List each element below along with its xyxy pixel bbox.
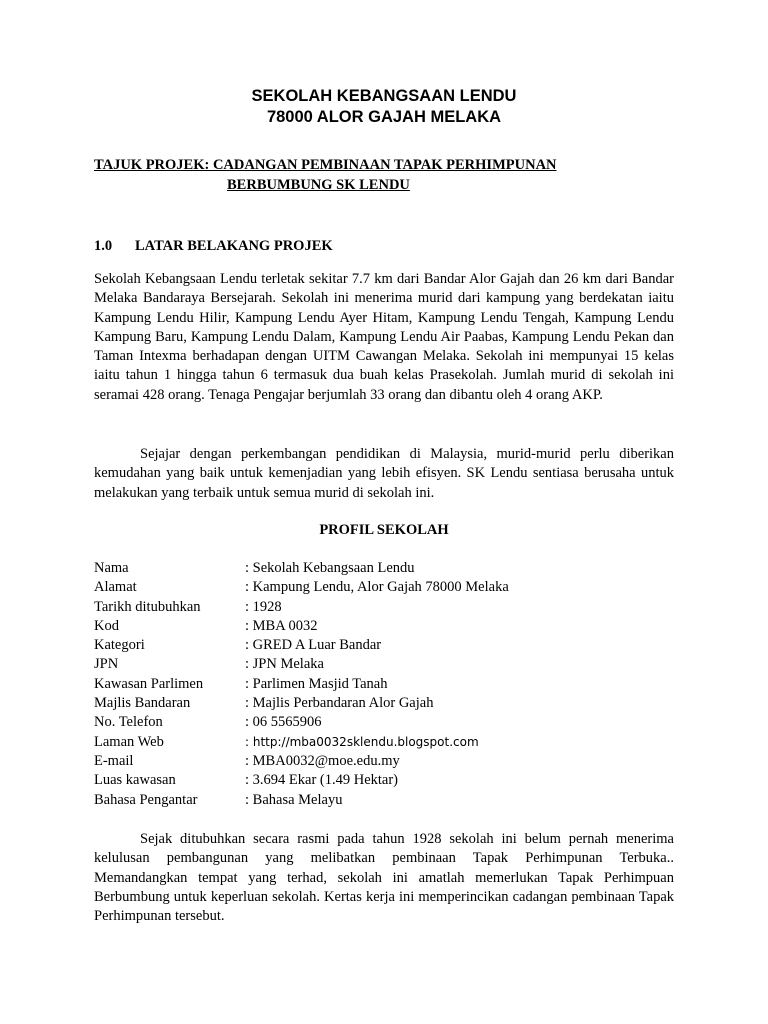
profile-label: Kod	[94, 617, 119, 634]
profile-label: Laman Web	[94, 733, 164, 750]
profile-label: Kawasan Parlimen	[94, 675, 204, 692]
profile-table	[94, 559, 694, 810]
profile-value: : Majlis Perbandaran Alor Gajah	[245, 695, 434, 712]
profile-row-luas	[94, 771, 694, 790]
profile-row-bahasa	[94, 791, 694, 810]
profile-row-telefon	[94, 713, 694, 732]
profile-row-jpn	[94, 655, 694, 674]
school-name-heading: SEKOLAH KEBANGSAAN LENDU	[251, 87, 517, 105]
profile-label: Majlis Bandaran	[94, 695, 191, 712]
development-paragraph: Sejajar dengan perkembangan pendidikan di Malaysia, murid-murid perlu diberikan kemudahan yang baik untuk kemenjadian yang lebih efisyen. SK Lendu sentiasa berusaha untuk melakukan yang terbaik untuk semua murid di sekolah ini.	[94, 446, 674, 501]
profile-label: No. Telefon	[94, 714, 163, 731]
profile-label: Kategori	[94, 637, 145, 654]
profile-row-tarikh	[94, 598, 694, 617]
profile-row-email	[94, 752, 694, 771]
profile-label: JPN	[94, 656, 119, 673]
profile-label: Alamat	[94, 579, 137, 596]
profile-row-kod	[94, 617, 694, 636]
closing-paragraph: Sejak ditubuhkan secara rasmi pada tahun 1928 sekolah ini belum pernah menerima kelulusan pembangunan yang melibatkan pembinaan Tapak Perhimpunan Terbuka.. Memandangkan tempat yang terhad, sekolah ini amatlah memerlukan Tapak Perhimpuan Berbumbung untuk keperluan sekolah. Kertas kerja ini memperincikan cadangan pembinaan Tapak Perhimpunan tersebut.	[94, 831, 674, 925]
school-address-heading: 78000 ALOR GAJAH MELAKA	[266, 108, 502, 126]
website-link[interactable]: : http://mba0032sklendu.blogspot.com	[245, 734, 479, 749]
profile-value: : JPN Melaka	[245, 656, 324, 673]
profile-row-parlimen	[94, 675, 694, 694]
profile-label: Tarikh ditubuhkan	[94, 598, 201, 615]
profile-label: Luas kawasan	[94, 772, 176, 789]
profile-value: : MBA 0032	[245, 617, 318, 634]
profile-label: E-mail	[94, 752, 134, 769]
profile-row-laman-web	[94, 733, 694, 752]
section-title: LATAR BELAKANG PROJEK	[135, 238, 333, 254]
profile-row-majlis	[94, 694, 694, 713]
profile-row-nama	[94, 559, 694, 578]
profile-label: Nama	[94, 560, 129, 576]
profile-value: : Kampung Lendu, Alor Gajah 78000 Melaka	[245, 579, 509, 596]
profile-row-kategori	[94, 636, 694, 655]
project-title-line2: BERBUMBUNG SK LENDU	[227, 177, 410, 193]
section-heading	[94, 238, 333, 255]
project-title-line1: TAJUK PROJEK: CADANGAN PEMBINAAN TAPAK PERHIMPUNAN	[94, 157, 557, 173]
profile-heading: PROFIL SEKOLAH	[319, 522, 449, 538]
profile-value: : 06 5565906	[245, 714, 322, 731]
profile-value: : 3.694 Ekar (1.49 Hektar)	[245, 772, 399, 789]
profile-value: : GRED A Luar Bandar	[245, 637, 382, 654]
profile-label: Bahasa Pengantar	[94, 791, 198, 808]
section-number: 1.0	[94, 238, 113, 254]
email-link[interactable]: : MBA0032@moe.edu.my	[245, 752, 400, 769]
profile-value: : Parlimen Masjid Tanah	[245, 675, 388, 692]
profile-row-alamat	[94, 578, 694, 597]
profile-value: : Bahasa Melayu	[245, 791, 343, 808]
profile-value: : 1928	[245, 598, 282, 615]
profile-value: : Sekolah Kebangsaan Lendu	[245, 560, 415, 576]
background-paragraph: Sekolah Kebangsaan Lendu terletak sekitar 7.7 km dari Bandar Alor Gajah dan 26 km dari Bandar Melaka Bandaraya Bersejarah. Sekolah ini menerima murid dari kampung yang berdekatan iaitu Kampung Lendu Hilir, Kampung Lendu Ayer Hitam, Kampung Lendu Tengah, Kampung Lendu Kampung Baru, Kampung Lendu Dalam, Kampung Lendu Air Paabas, Kampung Lendu Pekan dan Taman Intexma berhadapan dengan UITM Cawangan Melaka. Sekolah ini mempunyai 15 kelas iaitu tahun 1 hingga tahun 6 termasuk dua buah kelas Prasekolah. Jumlah murid di sekolah ini seramai 428 orang. Tenaga Pengajar berjumlah 33 orang dan dibantu oleh 4 orang AKP.	[94, 271, 674, 403]
